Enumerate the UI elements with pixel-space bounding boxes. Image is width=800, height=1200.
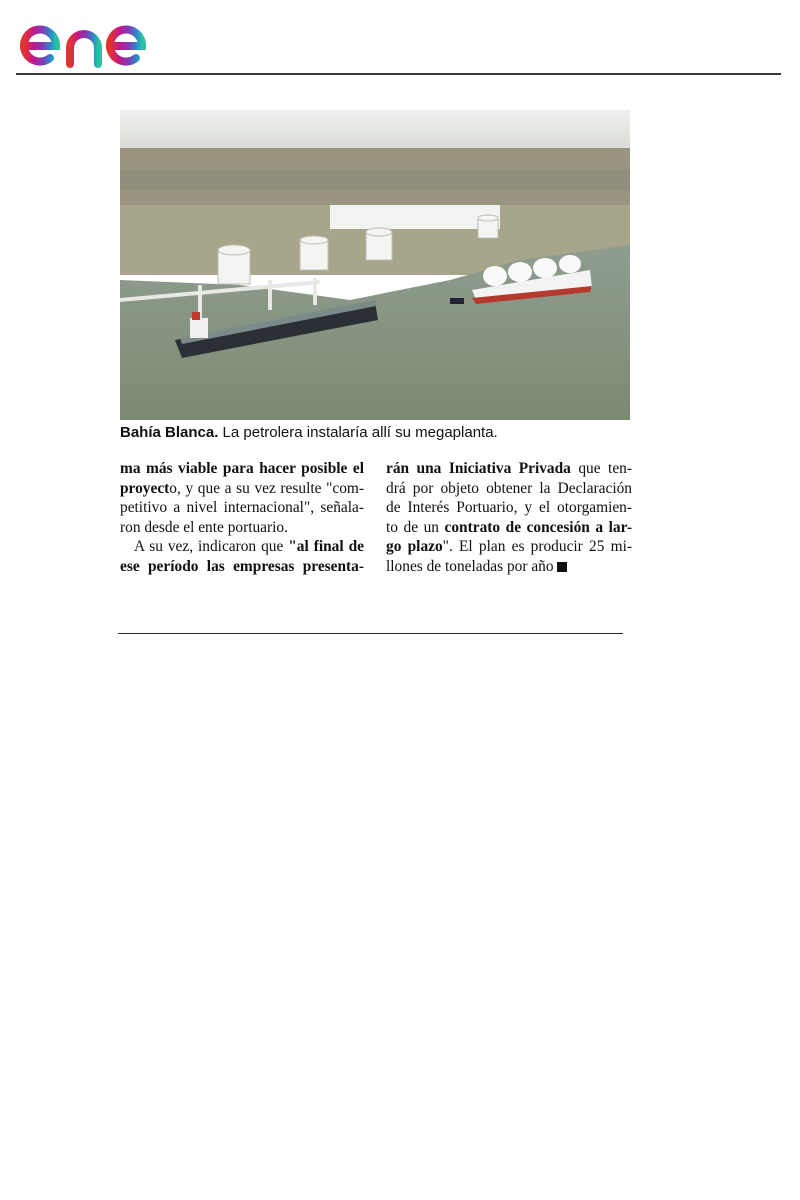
end-of-article-mark bbox=[557, 562, 567, 572]
article-line: proyecto, y que a su vez resulte "com- bbox=[120, 479, 364, 497]
warehouse bbox=[330, 205, 500, 229]
article-line: ese período las empresas presenta- bbox=[120, 557, 364, 575]
enel-logo bbox=[16, 14, 172, 70]
article-photo bbox=[120, 110, 630, 420]
caption-lead: Bahía Blanca. bbox=[120, 424, 219, 441]
article-line: petitivo a nivel internacional", señala- bbox=[120, 499, 364, 516]
photo-caption bbox=[120, 423, 640, 443]
article-line: llones de toneladas por año bbox=[386, 557, 632, 577]
footer-divider bbox=[118, 633, 623, 634]
caption-text: La petrolera instalaría allí su megaplanta. bbox=[222, 424, 498, 441]
article-line: drá por objeto obtener la Declaración bbox=[386, 479, 632, 497]
sky bbox=[120, 110, 630, 150]
article-line: rán una Iniciativa Privada que ten- bbox=[386, 460, 632, 477]
article-column-right bbox=[386, 459, 632, 576]
tug-boat bbox=[450, 298, 464, 304]
article-line: to de un contrato de concesión a lar- bbox=[386, 518, 632, 536]
enel-logo-mark bbox=[16, 14, 172, 70]
article-line: go plazo". El plan es producir 25 mi- bbox=[386, 538, 632, 555]
article-line: ma más viable para hacer posible el bbox=[120, 460, 364, 477]
article-line: de Interés Portuario, y el otorgamien- bbox=[386, 499, 632, 516]
header-divider bbox=[16, 73, 781, 75]
article-column-left bbox=[120, 459, 364, 576]
article-line: ron desde el ente portuario. bbox=[120, 518, 288, 536]
article-line: A su vez, indicaron que "al final de bbox=[134, 538, 364, 555]
